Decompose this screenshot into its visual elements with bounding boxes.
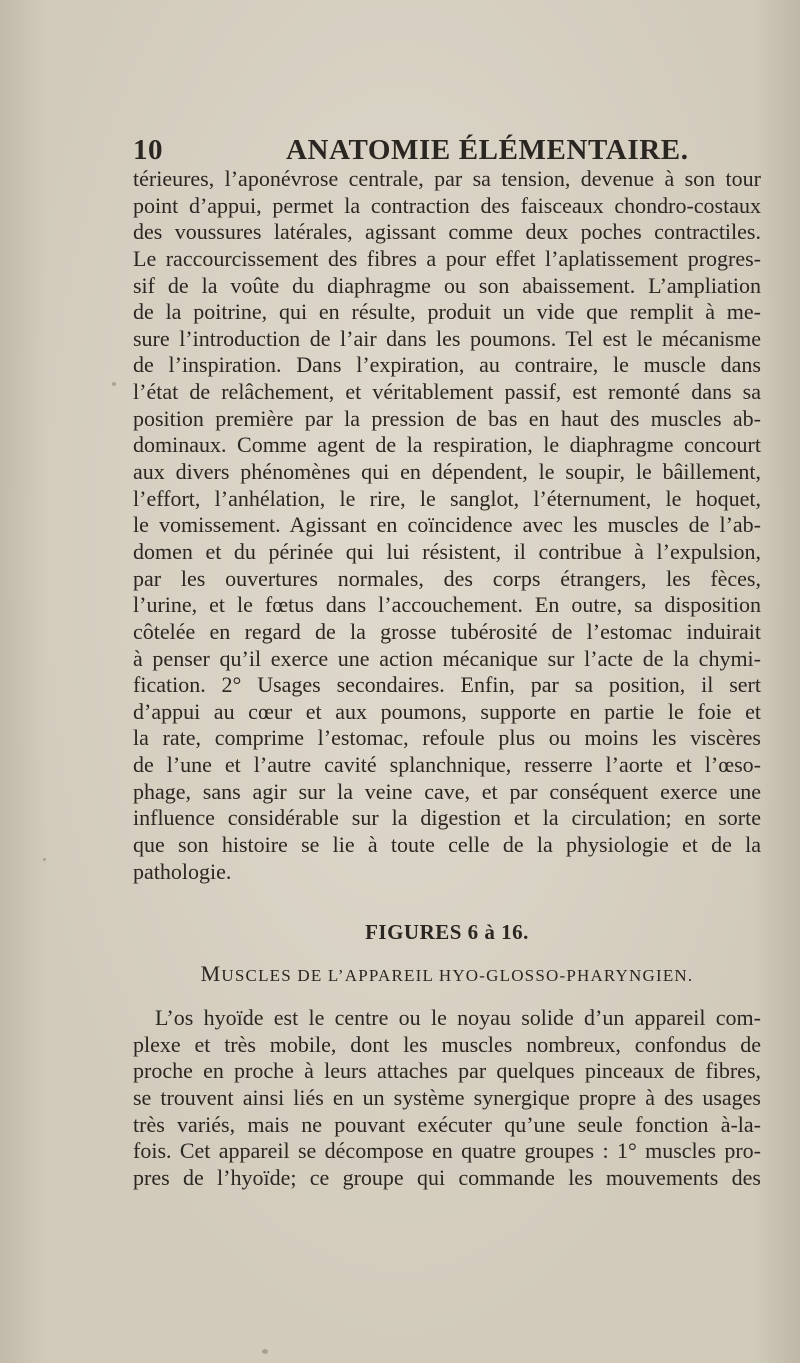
page-body — [133, 166, 761, 1190]
text-line: sif de la voûte du diaphragme ou son abaissement. L’ampliation — [133, 272, 761, 298]
paper-speck — [43, 858, 46, 861]
text-line: point d’appui, permet la contraction des faisceaux chondro-costaux — [133, 192, 761, 218]
text-line: pathologie. — [133, 858, 232, 884]
text-line: influence considérable sur la digestion et la circulation; en sorte — [133, 805, 761, 831]
text-line: fois. Cet appareil se décompose en quatre groupes : 1° muscles pro- — [133, 1138, 761, 1164]
text-line: se trouvent ainsi liés en un système synergique propre à des usages — [133, 1084, 761, 1110]
paragraph-hyoid-apparatus — [133, 1005, 761, 1191]
text-line: de l’inspiration. Dans l’expiration, au contraire, le muscle dans — [133, 352, 761, 378]
section-heading — [133, 961, 761, 987]
text-line: des voussures latérales, agissant comme deux poches contractiles. — [133, 219, 761, 245]
paragraph-diaphragm — [133, 166, 761, 885]
text-line: térieures, l’aponévrose centrale, par sa tension, devenue à son tour — [133, 166, 761, 191]
text-line: de la poitrine, qui en résulte, produit un vide que remplit à me- — [133, 299, 761, 325]
paper-speck — [262, 1349, 268, 1354]
text-line: plexe et très mobile, dont les muscles nombreux, confondus de — [133, 1031, 761, 1057]
running-title: ANATOMIE ÉLÉMENTAIRE. — [286, 134, 689, 166]
text-line: domen et du périnée qui lui résistent, il contribue à l’expulsion, — [133, 538, 761, 564]
text-line: la rate, comprime l’estomac, refoule plus ou moins les viscères — [133, 725, 761, 751]
text-line: fication. 2° Usages secondaires. Enfin, par sa position, il sert — [133, 672, 761, 698]
text-line: de l’une et l’autre cavité splanchnique, resserre l’aorte et l’œso- — [133, 752, 761, 778]
section-heading-initial: M — [200, 961, 222, 986]
text-line: phage, sans agir sur la veine cave, et par conséquent exerce une — [133, 778, 761, 804]
paper-speck — [112, 382, 116, 386]
text-line: pres de l’hyoïde; ce groupe qui commande les mouvements des — [133, 1164, 761, 1190]
text-line: dominaux. Comme agent de la respiration, le diaphragme concourt — [133, 432, 761, 458]
figures-heading: FIGURES 6 à 16. — [365, 920, 529, 944]
text-line: à penser qu’il exerce une action mécanique sur l’acte de la chymi- — [133, 645, 761, 671]
text-line: l’urine, et le fœtus dans l’accouchement. En outre, sa disposition — [133, 592, 761, 618]
text-line: L’os hyoïde est le centre ou le noyau solide d’un appareil com- — [155, 1005, 761, 1030]
section-heading-rest: USCLES DE L’APPAREIL HYO-GLOSSO-PHARYNGIEN. — [221, 966, 694, 985]
text-line: très variés, mais ne pouvant exécuter qu’une seule fonction à-la- — [133, 1111, 761, 1137]
text-line: l’état de relâchement, et véritablement passif, est remonté dans sa — [133, 379, 761, 405]
text-line: d’appui au cœur et aux poumons, supporte en partie le foie et — [133, 698, 761, 724]
page-header — [133, 134, 693, 170]
text-line: l’effort, l’anhélation, le rire, le sanglot, l’éternument, le hoquet, — [133, 485, 761, 511]
text-line: Le raccourcissement des fibres a pour effet l’aplatissement progres- — [133, 245, 761, 271]
text-line: que son histoire se lie à toute celle de la physiologie et de la — [133, 832, 761, 858]
text-line: position première par la pression de bas en haut des muscles ab- — [133, 405, 761, 431]
text-line: côtelée en regard de la grosse tubérosité de l’estomac induirait — [133, 618, 761, 644]
text-line: aux divers phénomènes qui en dépendent, le soupir, le bâillement, — [133, 459, 761, 485]
text-line: le vomissement. Agissant en coïncidence avec les muscles de l’ab- — [133, 512, 761, 538]
page-number: 10 — [133, 134, 163, 166]
text-line: sure l’introduction de l’air dans les poumons. Tel est le mécanisme — [133, 325, 761, 351]
text-line: proche en proche à leurs attaches par quelques pinceaux de fibres, — [133, 1058, 761, 1084]
text-line: par les ouvertures normales, des corps étrangers, les fèces, — [133, 565, 761, 591]
